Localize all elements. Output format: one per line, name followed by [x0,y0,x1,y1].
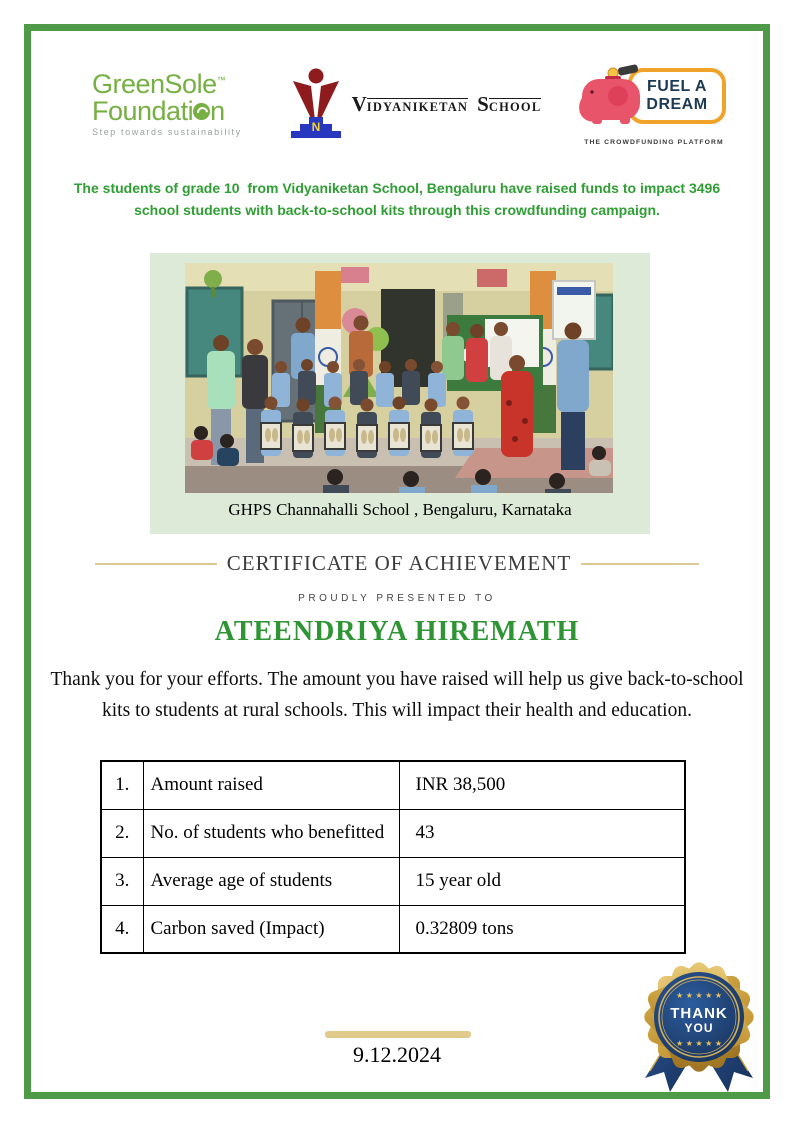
fueladream-title-line2: DREAM [646,96,708,113]
date: 9.12.2024 [353,1042,441,1067]
vidyaniketan-mark-icon [288,67,344,141]
badge-stars-top: ★ ★ ★ ★ ★ [675,991,723,1000]
fueladream-logo [578,62,730,146]
row-label: Average age of students [143,857,399,905]
table-row [101,809,685,857]
greensole-name [92,69,260,100]
greensole-name-bottom [92,95,260,126]
row-value: 15 year old [399,857,685,905]
leaf-o-icon [193,103,210,120]
table-row [101,761,685,809]
vidyaniketan-word2-cap: S [477,91,489,116]
greensole-foundation-logo [92,71,260,136]
badge-stars-bottom: ★ ★ ★ ★ ★ [675,1039,723,1048]
fueladream-tagline: THE CROWDFUNDING PLATFORM [584,139,724,146]
vidyaniketan-name [352,92,551,117]
vidyaniketan-word1-cap: V [351,91,367,116]
row-label: Carbon saved (Impact) [143,905,399,953]
row-number: 3. [101,857,143,905]
greensole-name-top: GreenSole [92,69,217,100]
photo-caption: GHPS Channahalli School , Bengaluru, Karnataka [228,500,572,519]
logos-row [92,58,730,150]
vidyaniketan-n-letter: N [311,120,320,134]
table-row [101,905,685,953]
school-photo [185,263,613,493]
vidyaniketan-word1-rest: IDYANIKETAN [366,99,469,114]
certificate-title: CERTIFICATE OF ACHIEVEMENT [226,551,572,575]
impact-table [100,760,686,954]
table-row [101,857,685,905]
row-number: 1. [101,761,143,809]
row-value: INR 38,500 [399,761,685,809]
elephant-piggybank-icon [578,64,648,128]
row-number: 4. [101,905,143,953]
gold-divider-left [95,563,217,565]
vidyaniketan-school-logo [288,67,551,141]
greensole-foundation-text-end: n [210,95,225,126]
gold-divider-right [581,563,699,565]
gold-date-line [325,1031,471,1038]
fueladream-title-line1: FUEL A [647,78,707,96]
badge-you-text: YOU [684,1021,714,1035]
row-number: 2. [101,809,143,857]
row-value: 0.32809 tons [399,905,685,953]
vidyaniketan-word2-rest: CHOOL [488,99,542,114]
row-label: Amount raised [143,761,399,809]
greensole-tagline: Step towards sustainability [92,126,242,137]
greensole-foundation-text: Foundati [92,95,194,126]
certificate-title-row [0,551,794,576]
row-label: No. of students who benefitted [143,809,399,857]
presented-to-label: PROUDLY PRESENTED TO [298,593,496,604]
thank-you-badge [634,956,764,1096]
intro-paragraph: The students of grade 10 from Vidyaniketan School, Bengaluru have raised funds to impact 3496 school students with back-to-school kits through this crowdfunding campaign. [73,180,725,218]
thank-you-message: Thank you for your efforts. The amount you have raised will help us give back-to-school kits to students at rural schools. This will impact their health and education. [50,669,744,722]
badge-thank-text: THANK [670,1005,728,1022]
row-value: 43 [399,809,685,857]
photo-panel [150,253,650,534]
recipient-name: ATEENDRIYA HIREMATH [214,616,580,647]
trademark-symbol: ™ [216,75,226,86]
